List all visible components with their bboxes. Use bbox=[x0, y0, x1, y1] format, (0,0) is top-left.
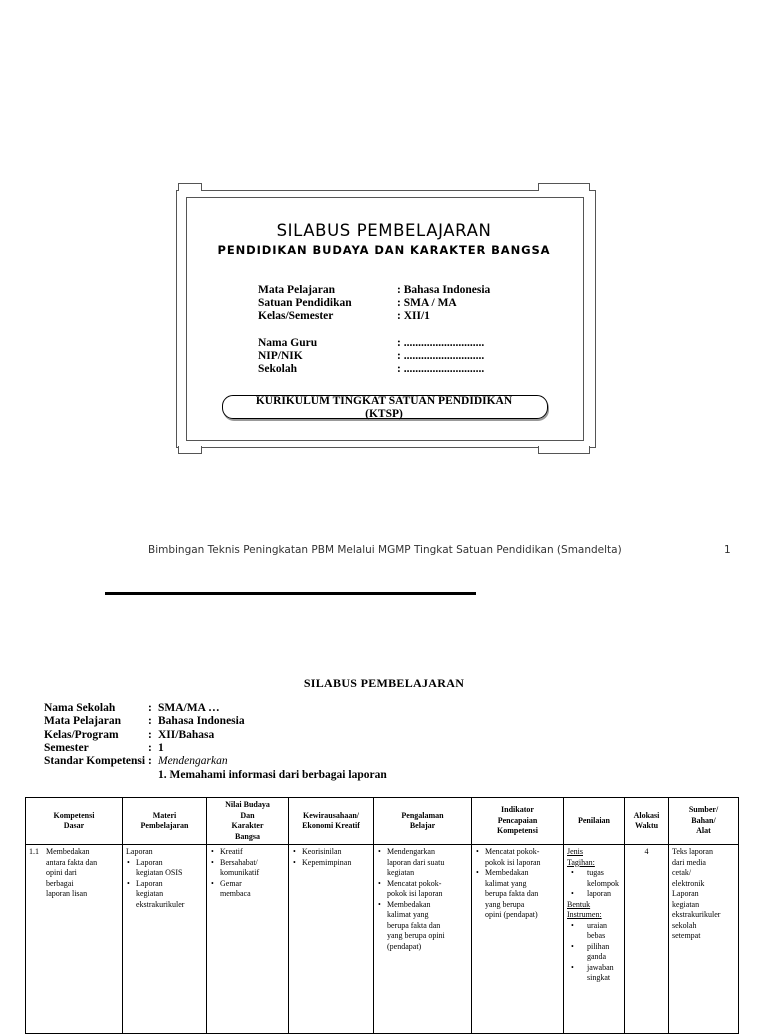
header-value-mata-pelajaran: Bahasa Indonesia bbox=[158, 715, 245, 727]
list-item: • Kepemimpinan bbox=[292, 858, 370, 869]
syllabus-title: SILABUS PEMBELAJARAN bbox=[303, 676, 465, 690]
col-penilaian: Penilaian bbox=[564, 798, 625, 845]
kd-text: Membedakan antara fakta dan opini dari berbagai laporan lisan bbox=[46, 847, 98, 898]
info-label-kelas-semester: Kelas/Semester bbox=[258, 310, 334, 322]
cell-pengalaman bbox=[374, 845, 472, 1034]
cover-subtitle: PENDIDIKAN BUDAYA DAN KARAKTER BANGSA bbox=[217, 243, 551, 257]
list-item: • tugas kelompok bbox=[567, 868, 621, 889]
header-colon: : bbox=[148, 742, 152, 754]
page-footer: Bimbingan Teknis Peningkatan PBM Melalui MGMP Tingkat Satuan Pendidikan (Smandelta) bbox=[148, 544, 622, 556]
header-value-semester: 1 bbox=[158, 742, 164, 754]
table-row bbox=[26, 845, 739, 1034]
info-value-satuan-pendidikan: : SMA / MA bbox=[397, 297, 457, 309]
col-materi-pembelajaran: Materi Pembelajaran bbox=[123, 798, 207, 845]
frame-corner-tab bbox=[538, 446, 590, 454]
frame-corner-tab bbox=[178, 446, 202, 454]
col-sumber: Sumber/ Bahan/ Alat bbox=[669, 798, 739, 845]
cell-kewirausahaan bbox=[289, 845, 374, 1034]
list-item: • Mendengarkan laporan dari suatu kegiatan bbox=[377, 847, 468, 879]
table-header-row bbox=[26, 798, 739, 845]
materi-intro: Laporan bbox=[126, 847, 153, 856]
kd-number: 1.1 bbox=[29, 847, 39, 856]
header-label-nama-sekolah: Nama Sekolah bbox=[44, 702, 116, 714]
page-number: 1 bbox=[724, 544, 731, 556]
standar-kompetensi-item: 1. Memahami informasi dari berbagai laporan bbox=[158, 769, 387, 781]
info-label-sekolah: Sekolah bbox=[258, 363, 297, 375]
syllabus-table bbox=[25, 797, 739, 1034]
list-item: • Mencatat pokok- pokok isi laporan bbox=[475, 847, 560, 868]
list-item: • Membedakan kalimat yang berupa fakta dan yang berupa opini (pendapat) bbox=[377, 900, 468, 953]
list-item: • Gemar membaca bbox=[210, 879, 285, 900]
list-item: • Laporan kegiatan ekstrakurikuler bbox=[126, 879, 203, 911]
kurikulum-line-2: (KTSP) bbox=[365, 408, 403, 420]
header-value-kelas-program: XII/Bahasa bbox=[158, 729, 215, 741]
header-label-kelas-program: Kelas/Program bbox=[44, 729, 119, 741]
cell-alokasi: 4 bbox=[625, 845, 669, 1034]
col-nilai-budaya: Nilai Budaya Dan Karakter Bangsa bbox=[207, 798, 289, 845]
frame-corner-tab bbox=[538, 183, 590, 191]
info-value-nip: : ............................ bbox=[397, 350, 485, 362]
frame-corner-tab bbox=[178, 183, 202, 191]
cell-materi bbox=[123, 845, 207, 1034]
col-indikator: Indikator Pencapaian Kompetensi bbox=[472, 798, 564, 845]
header-colon: : bbox=[148, 729, 152, 741]
cell-sumber: Teks laporan dari media cetak/ elektronik Laporan kegiatan ekstrakurikuler sekolah setempat bbox=[669, 845, 739, 1034]
cell-indikator bbox=[472, 845, 564, 1034]
cover-title: SILABUS PEMBELAJARAN bbox=[276, 221, 492, 240]
list-item: • Laporan kegiatan OSIS bbox=[126, 858, 203, 879]
col-kewirausahaan: Kewirausahaan/ Ekonomi Kreatif bbox=[289, 798, 374, 845]
kurikulum-line-1: KURIKULUM TINGKAT SATUAN PENDIDIKAN bbox=[255, 395, 513, 407]
list-item: • Mencatat pokok- pokok isi laporan bbox=[377, 879, 468, 900]
bentuk-instrumen-label: Bentuk Instrumen: bbox=[567, 899, 602, 919]
list-item: • Bersahabat/ komunikatif bbox=[210, 858, 285, 879]
col-kompetensi-dasar: Kompetensi Dasar bbox=[26, 798, 123, 845]
header-colon: : bbox=[148, 755, 152, 767]
col-alokasi-waktu: Alokasi Waktu bbox=[625, 798, 669, 845]
info-label-satuan-pendidikan: Satuan Pendidikan bbox=[258, 297, 352, 309]
header-label-semester: Semester bbox=[44, 742, 89, 754]
kurikulum-banner-text bbox=[222, 395, 546, 421]
list-item: • Membedakan kalimat yang berupa fakta dan yang berupa opini (pendapat) bbox=[475, 868, 560, 921]
header-value-nama-sekolah: SMA/MA … bbox=[158, 702, 220, 714]
list-item: • jawaban singkat bbox=[567, 963, 621, 984]
page-separator bbox=[105, 592, 476, 595]
header-colon: : bbox=[148, 715, 152, 727]
info-value-sekolah: : ............................ bbox=[397, 363, 485, 375]
cell-kompetensi-dasar bbox=[26, 845, 123, 1034]
cell-penilaian bbox=[564, 845, 625, 1034]
list-item: • laporan bbox=[567, 889, 621, 900]
cell-nilai bbox=[207, 845, 289, 1034]
jenis-tagihan-label: Jenis Tagihan: bbox=[567, 847, 595, 867]
info-label-nama-guru: Nama Guru bbox=[258, 337, 318, 349]
list-item: • Keorisinilan bbox=[292, 847, 370, 858]
header-label-mata-pelajaran: Mata Pelajaran bbox=[44, 715, 121, 727]
header-label-standar-kompetensi: Standar Kompetensi bbox=[44, 755, 146, 767]
col-pengalaman-belajar: Pengalaman Belajar bbox=[374, 798, 472, 845]
list-item: • Kreatif bbox=[210, 847, 285, 858]
header-colon: : bbox=[148, 702, 152, 714]
list-item: • uraian bebas bbox=[567, 921, 621, 942]
header-value-standar-kompetensi: Mendengarkan bbox=[158, 755, 228, 767]
info-value-nama-guru: : ............................ bbox=[397, 337, 485, 349]
list-item: • pilihan ganda bbox=[567, 942, 621, 963]
info-label-nip: NIP/NIK bbox=[258, 350, 303, 362]
info-value-kelas-semester: : XII/1 bbox=[397, 310, 430, 322]
info-value-mata-pelajaran: : Bahasa Indonesia bbox=[397, 284, 491, 296]
info-label-mata-pelajaran: Mata Pelajaran bbox=[258, 284, 335, 296]
